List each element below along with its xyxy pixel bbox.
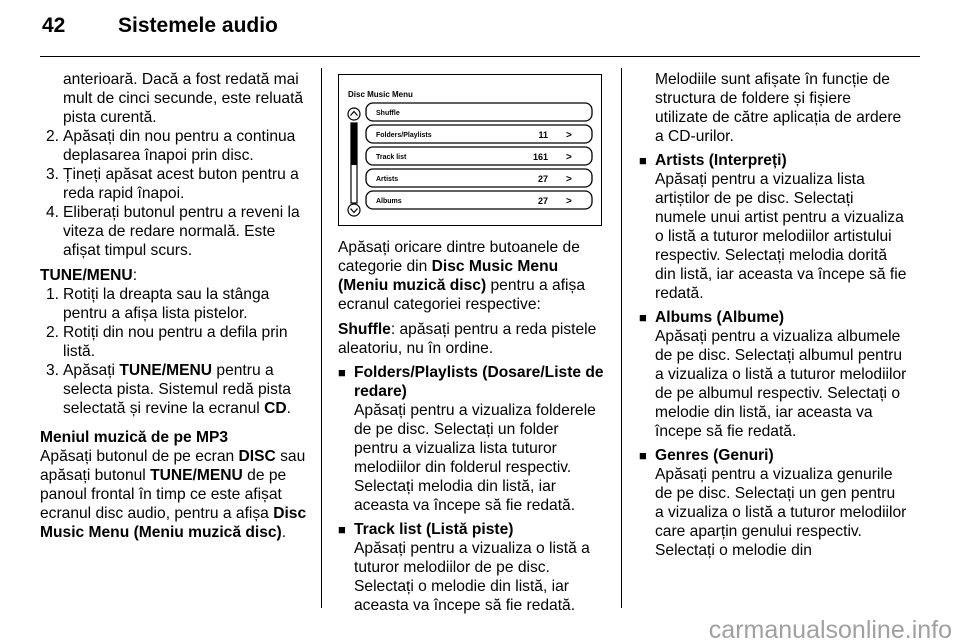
menu-row-track-list[interactable] [366,147,592,165]
bullet-title: Genres (Genuri) [655,447,774,464]
chevron-right-icon: > [566,130,572,141]
menu-button [366,169,592,187]
tune-menu-label: TUNE/MENU [40,267,133,284]
list-item [40,203,308,260]
disc-music-menu-figure [338,74,602,226]
bullet-text: Apăsați pentru a vizualiza albumele de pe disc. Selectați albumul pentru a vizualiza o listă a tuturor melodiilor de pe albumul respectiv. Selectați o melodie din listă, iar aceasta va începe să fie redată. [655,328,907,440]
mp3-heading: Meniul muzică de pe MP3 [40,429,229,446]
watermark: carmanualsonline.info [708,616,952,644]
bullet-item [639,446,907,465]
menu-button [366,103,592,121]
menu-row-shuffle[interactable] [366,103,592,121]
list-number: 1. [46,286,60,303]
page-header [0,0,960,50]
intro-paragraph: Apăsați oricare dintre butoanele de categorie din Disc Music Menu (Meniu muzică disc) pentru a afișa ecranul categoriei respective: [338,239,585,313]
page-number: 42 [42,14,66,37]
continued-paragraph: anterioară. Dacă a fost redată mai mult de cinci secunde, este reluată pista curentă. [63,71,304,126]
bullet-title: Folders/Playlists (Dosare/Liste de redare) [354,364,604,400]
column-divider-2 [621,68,622,608]
list-number: 3. [46,166,60,183]
header-rule [40,56,920,57]
menu-row-folders-playlists[interactable] [366,125,592,143]
column-2 [338,70,606,615]
steps-list-b [40,285,308,361]
bullet-icon: ■ [639,310,647,325]
menu-row-label: Folders/Playlists [376,132,432,139]
menu-row-albums[interactable] [366,191,592,209]
list-text: Eliberați butonul pentru a reveni la viteza de redare normală. Este afișat timpul scurs. [63,204,300,259]
list-text: Apăsați TUNE/MENU pentru a selecta pista. Sistemul redă pista selectată și revine la ecranul CD. [63,362,291,417]
column-1 [40,70,308,542]
bullet-icon: ■ [639,153,647,168]
list-item [40,127,308,165]
bullet-icon: ■ [639,448,647,463]
bullet-icon: ■ [338,365,346,380]
bullet-item [639,151,907,170]
list-text: Rotiți la dreapta sau la stânga pentru a afișa lista pistelor. [63,286,270,322]
list-item [40,165,308,203]
list-item [40,285,308,323]
menu-row-label: Shuffle [376,110,400,117]
list-number: 2. [46,128,60,145]
chevron-right-icon: > [566,152,572,163]
list-number: 4. [46,204,60,221]
colon: : [132,267,138,284]
menu-row-label: Artists [376,176,399,183]
list-text: Apăsați din nou pentru a continua deplasarea înapoi prin disc. [63,128,296,164]
bullet-item [338,520,606,539]
bullet-icon: ■ [338,522,346,537]
bullet-text: Apăsați pentru a vizualiza genurile de pe disc. Selectați un gen pentru a vizualiza o listă a tuturor melodiilor care aparțin genului respectiv. Selectați o melodie din [655,466,907,559]
scrollbar-thumb [351,123,357,165]
list-text: Țineți apăsat acest buton pentru a reda rapid înapoi. [63,166,299,202]
menu-title: Disc Music Menu [348,90,413,99]
chevron-right-icon: > [566,196,572,207]
menu-row-count: 27 [537,196,548,206]
menu-row-count: 11 [538,130,548,140]
column-3 [639,70,907,560]
menu-row-count: 161 [532,152,548,162]
chevron-right-icon: > [566,174,572,185]
bullet-title: Track list (Listă piste) [354,521,514,538]
menu-row-label: Albums [376,198,402,205]
disc-menu-screen [339,75,601,225]
list-number: 3. [46,362,60,379]
shuffle-paragraph: Shuffle: apăsați pentru a reda pistele aleatoriu, nu în ordine. [338,321,597,357]
scroll-up-icon [348,108,360,120]
menu-row-count: 27 [537,174,548,184]
steps-list-a [40,127,308,260]
menu-row-label: Track list [376,154,407,161]
bullet-title: Albums (Albume) [655,309,785,326]
column-divider-1 [321,68,322,608]
bullet-text: Apăsați pentru a vizualiza o listă a tuturor melodiilor de pe disc. Selectați o melodie din listă, iar aceasta va începe să fie redată. [354,540,590,614]
list-item [40,361,308,418]
bullet-text: Apăsați pentru a vizualiza folderele de pe disc. Selectați un folder pentru a vizualiza lista tuturor melodiilor din folderul respectiv. Selectați melodia din listă, iar aceasta va începe să fie redată. [354,402,596,514]
bullet-title: Artists (Interpreți) [655,152,787,169]
bullet-item [338,363,606,401]
bullet-text: Apăsați pentru a vizualiza lista artiștilor de pe disc. Selectați numele unui artist pentru a vizualiza o listă a tuturor melodiilor artistului respectiv. Selectați melodia dorită din listă, iar aceasta va începe să fie redată. [655,171,907,302]
scroll-down-icon [348,204,360,216]
page-title: Sistemele audio [118,14,278,37]
menu-row-artists[interactable] [366,169,592,187]
bullet-item [639,308,907,327]
list-number: 2. [46,324,60,341]
list-text: Rotiți din nou pentru a defila prin listă. [63,324,288,360]
list-item [40,323,308,361]
continued-paragraph: Melodiile sunt afișate în funcție de structura de foldere și fișiere utilizate de către aplicația de ardere a CD-urilor. [655,71,902,145]
mp3-paragraph: Apăsați butonul de pe ecran DISC sau apăsați butonul TUNE/MENU de pe panoul frontal în timp ce este afișat ecranul disc audio, pentru a afișa Disc Music Menu (Meniu muzică disc). [40,448,307,541]
